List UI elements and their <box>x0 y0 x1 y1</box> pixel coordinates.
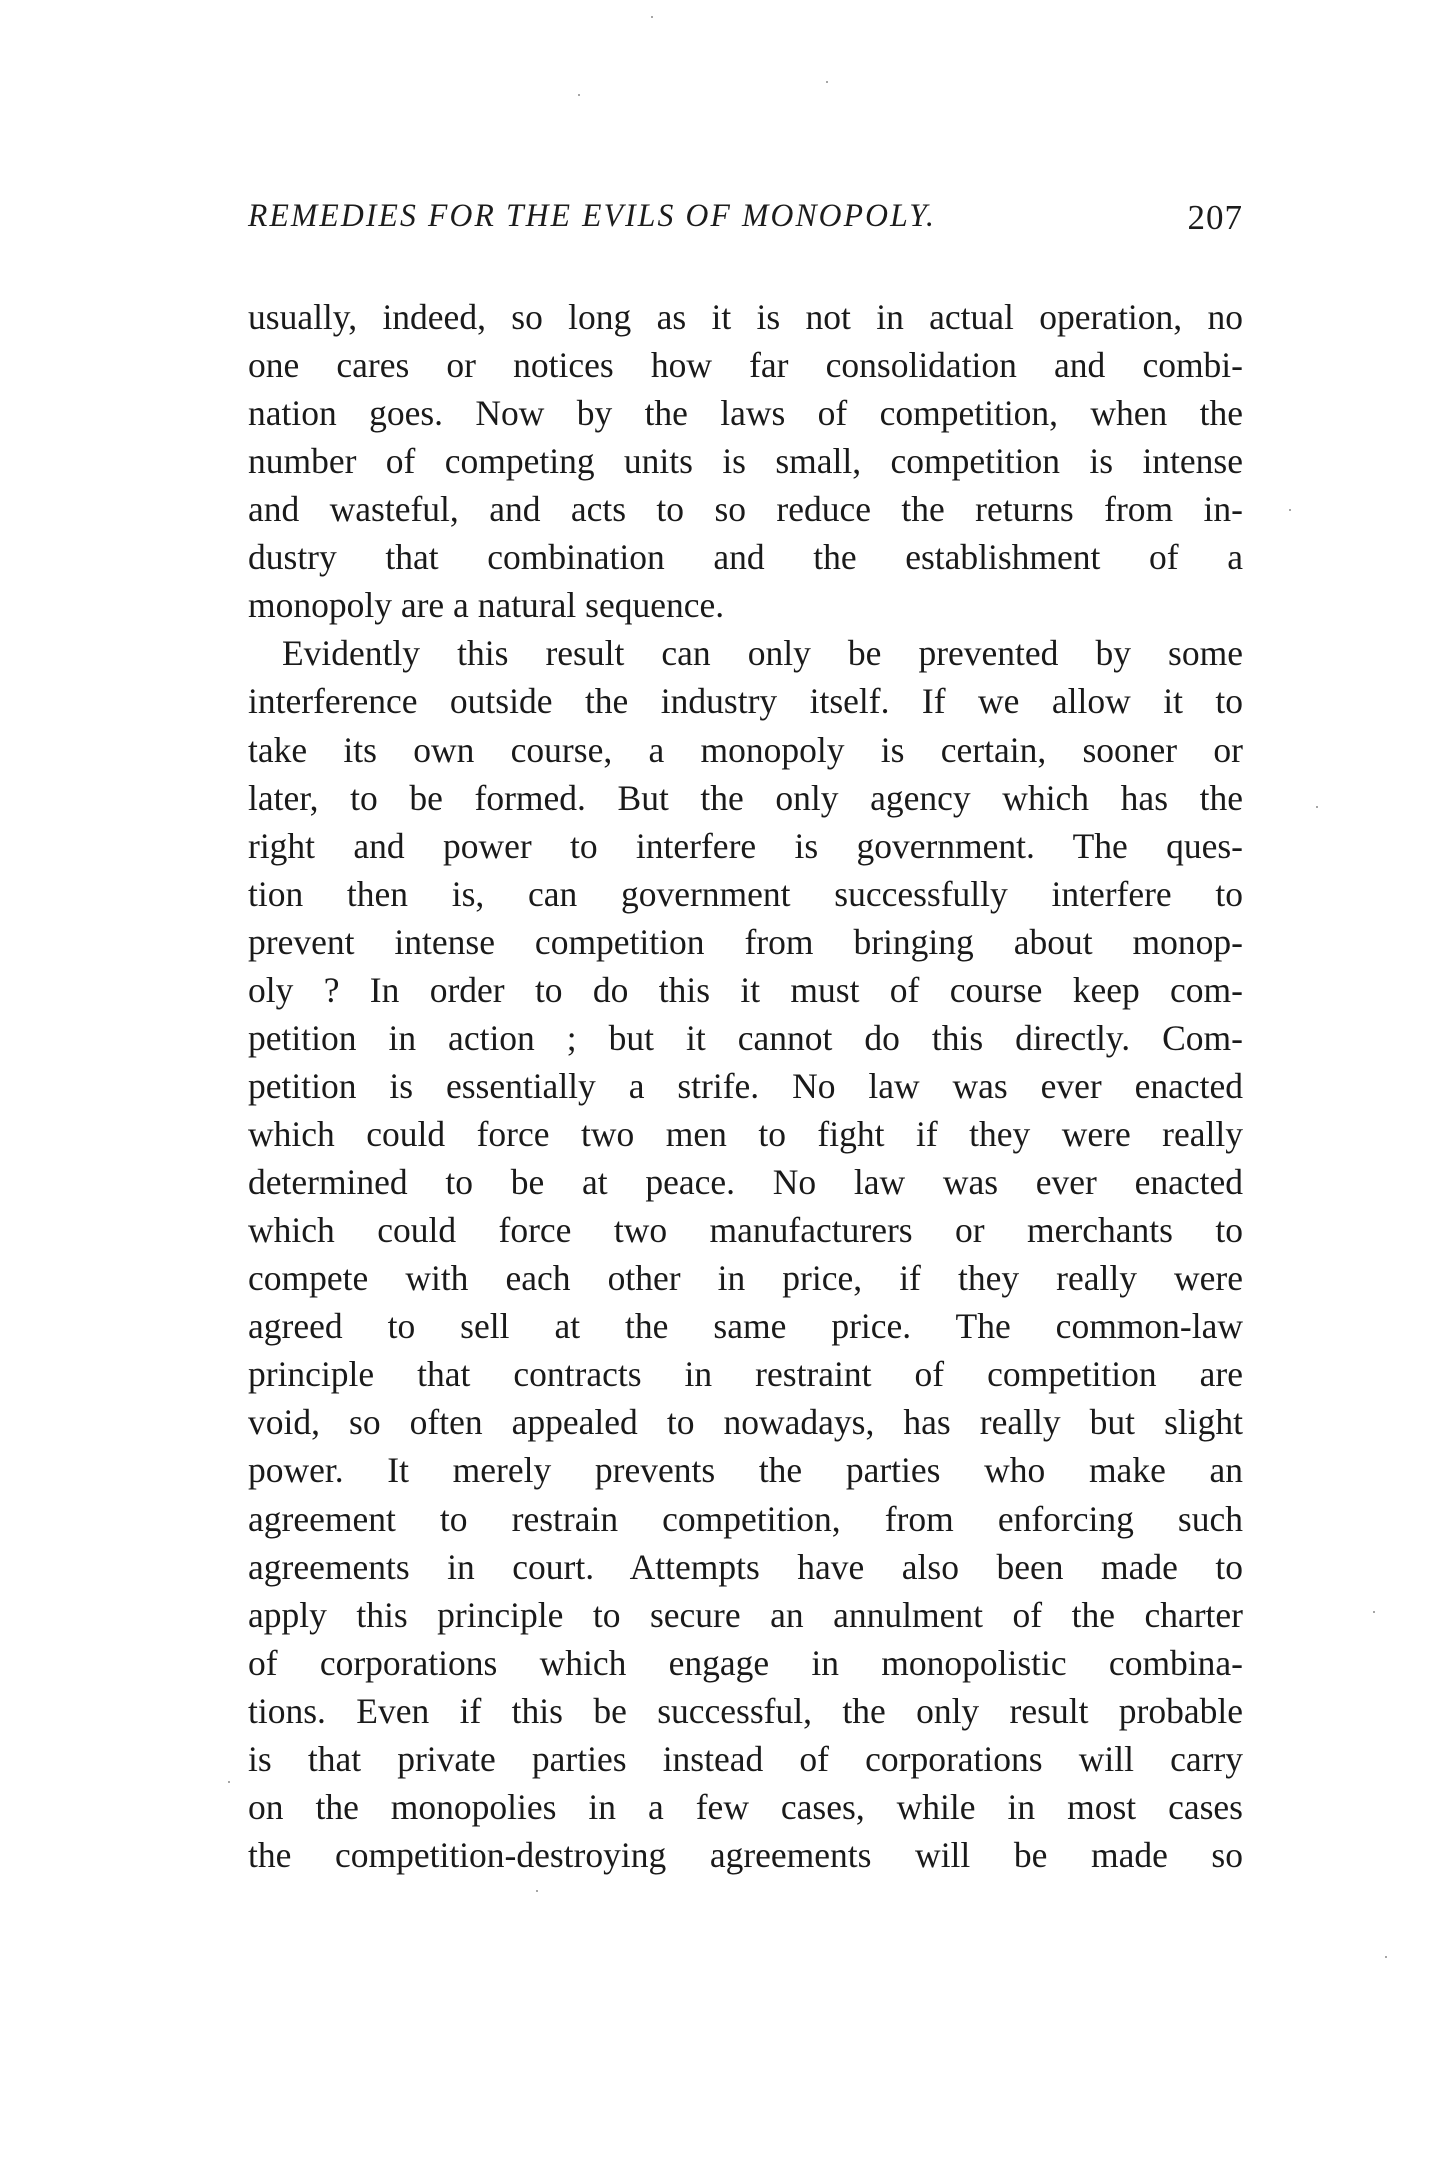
scan-speck <box>1373 1611 1375 1613</box>
text-line: prevent intense competition from bringing about monop- <box>248 921 1243 962</box>
text-line: which could force two men to fight if they were really <box>248 1114 1243 1155</box>
text-line: apply this principle to secure an annulment of the charter <box>248 1594 1243 1635</box>
text-line: petition is essentially a strife. No law was ever enacted <box>248 1065 1243 1106</box>
text-line: which could force two manufacturers or merchants to <box>248 1210 1243 1251</box>
text-line: petition in action ; but it cannot do this directly. Com- <box>248 1017 1243 1058</box>
text-line: and wasteful, and acts to so reduce the returns from in- <box>248 489 1243 530</box>
text-line: nation goes. Now by the laws of competition, when the <box>248 393 1243 434</box>
page-number: 207 <box>1187 198 1243 237</box>
scan-speck <box>1385 1956 1387 1958</box>
running-head-title: REMEDIES FOR THE EVILS OF MONOPOLY. <box>248 198 937 234</box>
running-head <box>248 198 1243 248</box>
text-line: of corporations which engage in monopolistic combina- <box>248 1642 1243 1683</box>
scan-speck <box>536 1890 538 1892</box>
text-line: the competition-destroying agreements will be made so <box>248 1834 1243 1875</box>
text-line: one cares or notices how far consolidation and combi- <box>248 345 1243 386</box>
text-line: is that private parties instead of corporations will carry <box>248 1738 1243 1779</box>
text-line: power. It merely prevents the parties who make an <box>248 1450 1243 1491</box>
text-line: determined to be at peace. No law was ever enacted <box>248 1162 1243 1203</box>
text-line: oly ? In order to do this it must of course keep com- <box>248 969 1243 1010</box>
scan-speck <box>651 16 653 18</box>
text-line: interference outside the industry itself. If we allow it to <box>248 681 1243 722</box>
text-line: number of competing units is small, competition is intense <box>248 441 1243 482</box>
scan-speck <box>228 1781 230 1783</box>
text-line: Evidently this result can only be prevented by some <box>282 633 1243 674</box>
text-line: void, so often appealed to nowadays, has really but slight <box>248 1402 1243 1443</box>
scan-speck <box>578 94 580 96</box>
scan-speck <box>1289 509 1291 511</box>
text-line: tion then is, can government successfully interfere to <box>248 873 1243 914</box>
text-line: compete with each other in price, if they really were <box>248 1258 1243 1299</box>
scan-speck <box>1316 806 1318 808</box>
text-line: take its own course, a monopoly is certain, sooner or <box>248 729 1243 770</box>
text-line: dustry that combination and the establishment of a <box>248 537 1243 578</box>
text-line: agreement to restrain competition, from enforcing such <box>248 1498 1243 1539</box>
text-line: usually, indeed, so long as it is not in actual operation, no <box>248 297 1243 337</box>
text-line: later, to be formed. But the only agency which has the <box>248 777 1243 818</box>
text-line: principle that contracts in restraint of competition are <box>248 1354 1243 1395</box>
text-line: on the monopolies in a few cases, while in most cases <box>248 1786 1243 1827</box>
text-line: right and power to interfere is government. The ques- <box>248 825 1243 866</box>
scan-speck <box>826 81 828 83</box>
text-line: agreements in court. Attempts have also been made to <box>248 1546 1243 1587</box>
text-line: monopoly are a natural sequence. <box>248 585 725 626</box>
text-line: tions. Even if this be successful, the only result probable <box>248 1690 1243 1731</box>
text-line: agreed to sell at the same price. The common-law <box>248 1306 1243 1347</box>
